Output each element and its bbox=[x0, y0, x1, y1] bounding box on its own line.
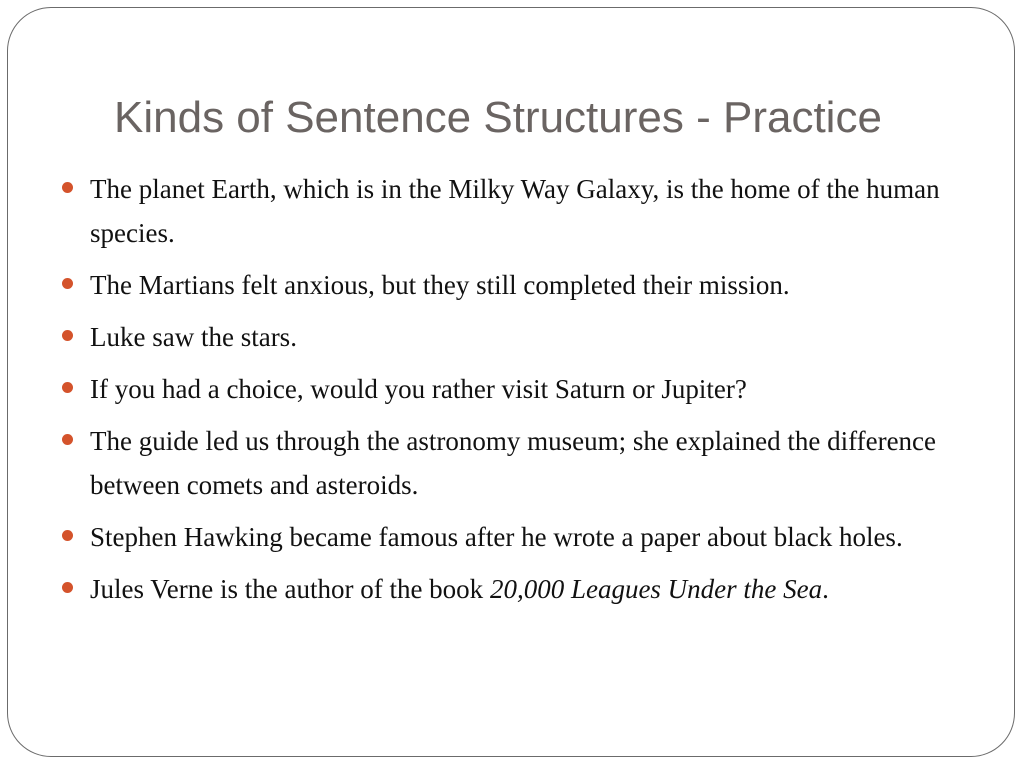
bullet-dot-icon bbox=[62, 582, 73, 593]
bullet-dot-icon bbox=[62, 182, 73, 193]
bullet-text: Luke saw the stars. bbox=[90, 322, 297, 352]
bullet-item bbox=[62, 567, 962, 611]
bullet-text: The guide led us through the astronomy museum; she explained the difference between comets and asteroids. bbox=[90, 426, 937, 500]
bullet-item bbox=[62, 515, 962, 559]
bullet-dot-icon bbox=[62, 382, 73, 393]
bullet-dot-icon bbox=[62, 330, 73, 341]
bullet-list bbox=[62, 167, 962, 619]
bullet-item bbox=[62, 419, 962, 507]
bullet-item bbox=[62, 167, 962, 255]
bullet-text-end: . bbox=[822, 574, 829, 604]
bullet-dot-icon bbox=[62, 434, 73, 445]
bullet-text: Jules Verne is the author of the book bbox=[90, 574, 490, 604]
bullet-text: The planet Earth, which is in the Milky Way Galaxy, is the home of the human species. bbox=[90, 174, 940, 248]
book-title: 20,000 Leagues Under the Sea bbox=[489, 574, 823, 604]
bullet-dot-icon bbox=[62, 278, 73, 289]
bullet-item bbox=[62, 263, 962, 307]
bullet-item bbox=[62, 367, 962, 411]
bullet-text: Stephen Hawking became famous after he wrote a paper about black holes. bbox=[90, 522, 903, 552]
bullet-text: If you had a choice, would you rather visit Saturn or Jupiter? bbox=[90, 374, 747, 404]
bullet-text: The Martians felt anxious, but they still completed their mission. bbox=[90, 270, 790, 300]
slide-title: Kinds of Sentence Structures - Practice bbox=[114, 93, 882, 142]
bullet-dot-icon bbox=[62, 530, 73, 541]
bullet-item bbox=[62, 315, 962, 359]
